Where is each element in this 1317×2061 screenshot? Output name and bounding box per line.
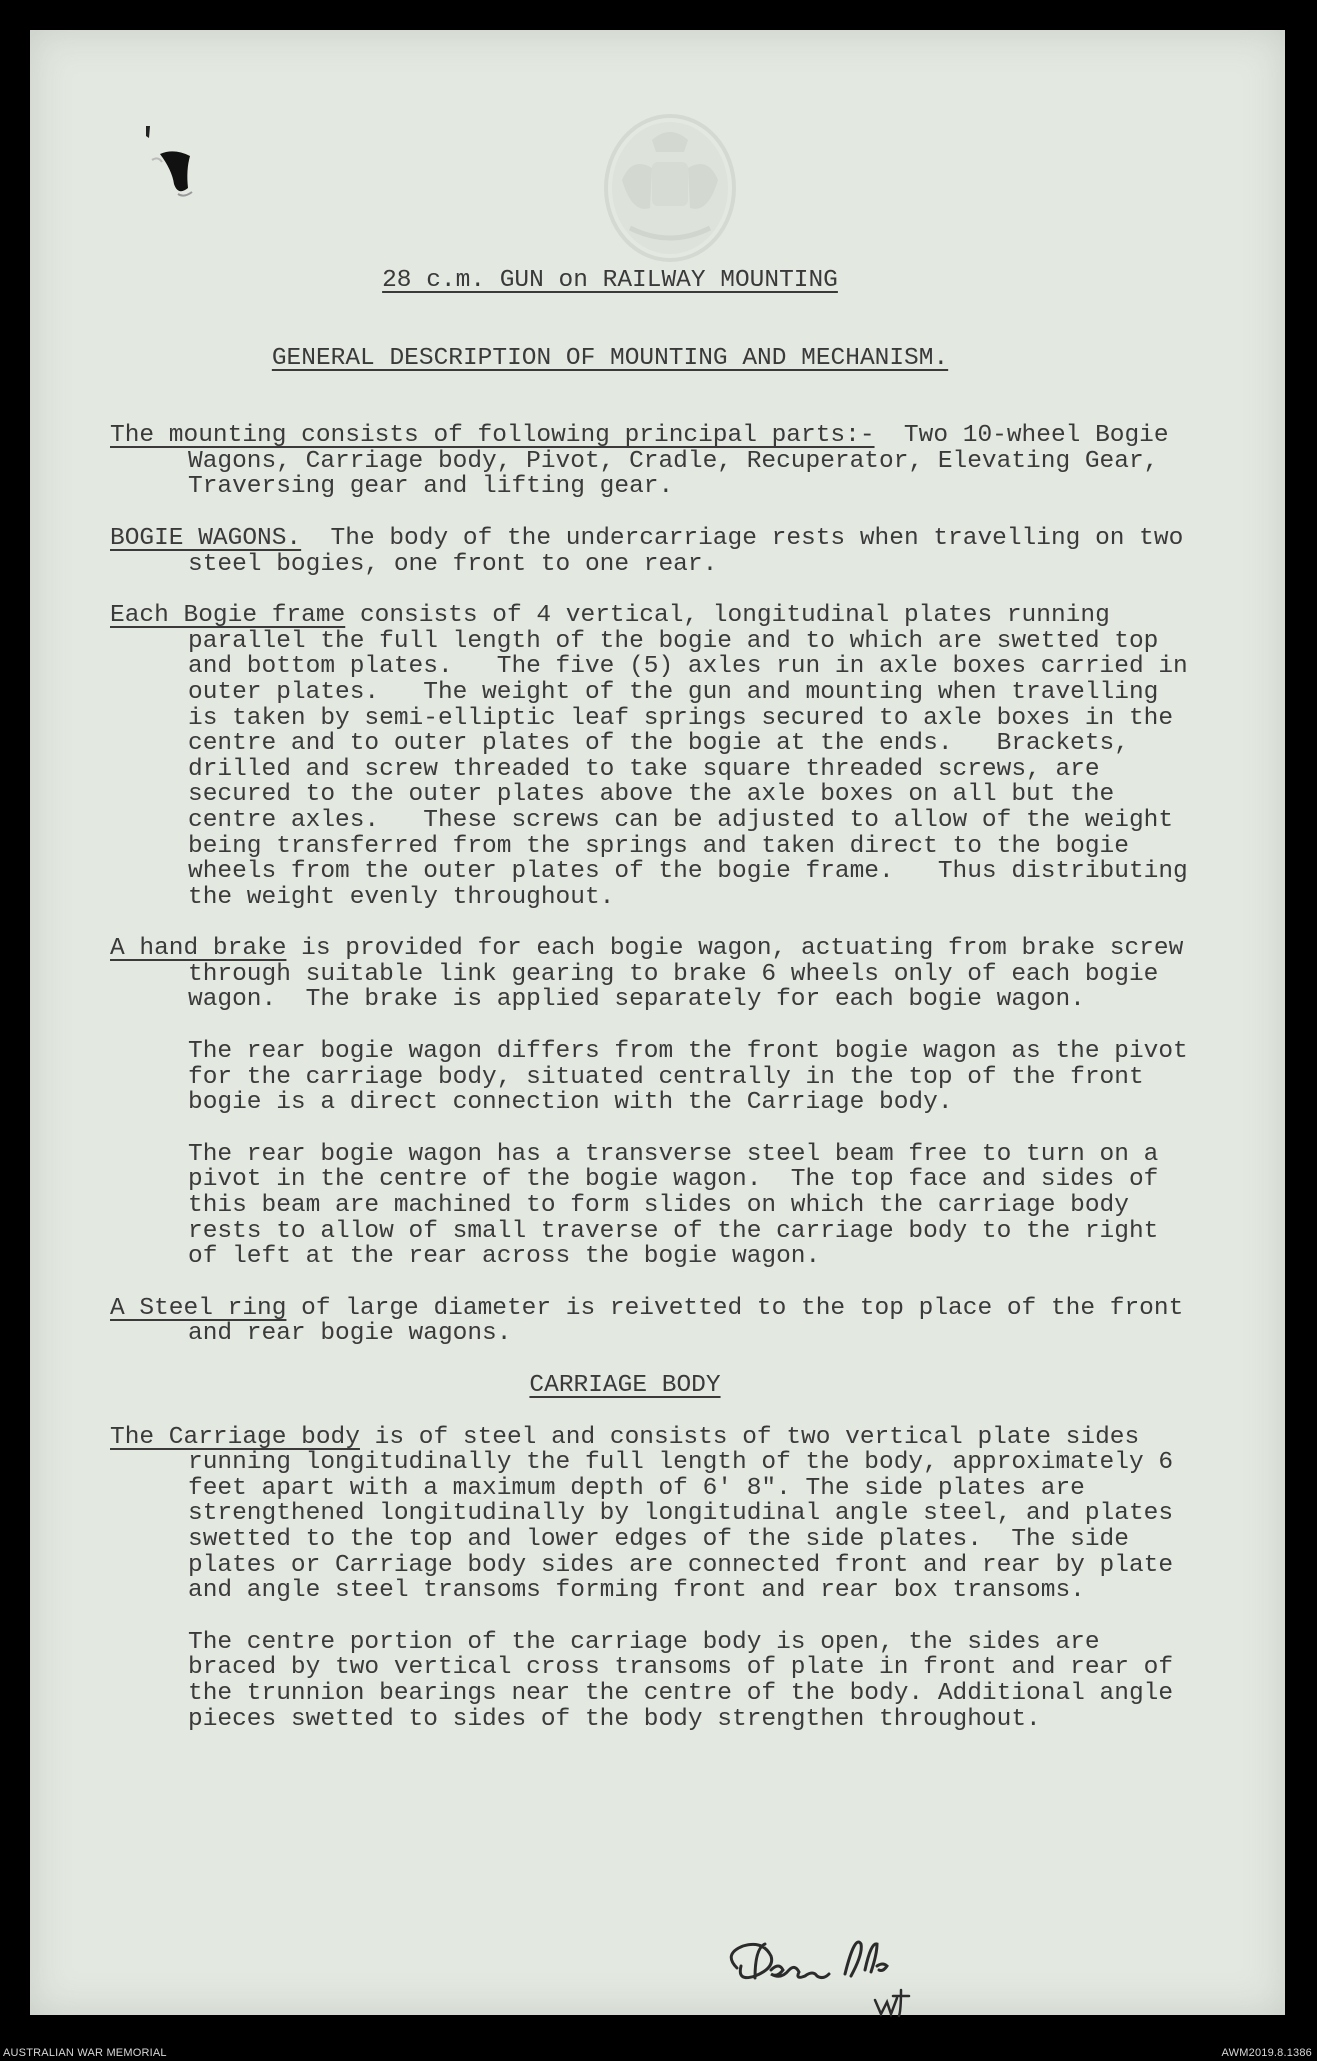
handwritten-signature bbox=[715, 1930, 935, 2020]
document-body bbox=[110, 267, 1203, 1733]
paragraph-hand-brake: A hand brake is provided for each bogie wagon, actuating from brake screw through suitable link gearing to brake 6 wheels only of each bogie wagon. The brake is applied separately for each bogie wagon. bbox=[110, 935, 1198, 1014]
paragraph-rear-bogie-beam: The rear bogie wagon has a transverse steel beam free to turn on a pivot in the centre of the bogie wagon. The top face and sides of this beam are machined to form slides on which the carriage body rests to allow of small traverse of the carriage body to the right of left at the rear across the bogie wagon. bbox=[188, 1140, 1174, 1271]
paragraph-centre-portion: The centre portion of the carriage body is open, the sides are braced by two vertical cross transoms of plate in front and rear of the trunnion bearings near the centre of the body. Additional angle pieces swetted to sides of the body strengthen throughout. bbox=[188, 1628, 1188, 1733]
paragraph-bogie-wagons: BOGIE WAGONS. The body of the undercarriage rests when travelling on two steel bogies, one front to one rear. bbox=[110, 524, 1198, 578]
document-subtitle: GENERAL DESCRIPTION OF MOUNTING AND MECHANISM. bbox=[271, 344, 949, 372]
paragraph-carriage-body: The Carriage body is of steel and consists of two vertical plate sides running longitudinally the full length of the body, approximately 6 feet apart with a maximum depth of 6' 8". The side plates are strengthened longitudinally by longitudinal angle steel, and plates swetted to the top and lower edges of the side plates. The side plates or Carriage body sides are connected front and rear by plate and angle steel transoms forming front and rear box transoms. bbox=[110, 1423, 1188, 1605]
embossed-coat-of-arms-seal bbox=[600, 110, 740, 270]
torn-hole-mark bbox=[138, 122, 208, 212]
paragraph-steel-ring: A Steel ring of large diameter is reivetted to the top place of the front and rear bogie wagons. bbox=[110, 1294, 1198, 1348]
paragraph-principal-parts: The mounting consists of following principal parts:- Two 10-wheel Bogie Wagons, Carriage body, Pivot, Cradle, Recuperator, Elevating Gear, Traversing gear and lifting gear. bbox=[110, 422, 1184, 501]
section-heading-carriage-body: CARRIAGE BODY bbox=[529, 1372, 721, 1399]
archive-reference-number: AWM2019.8.1386 bbox=[1221, 2047, 1312, 2059]
document-title: 28 c.m. GUN on RAILWAY MOUNTING bbox=[382, 267, 838, 294]
paragraph-rear-bogie-difference: The rear bogie wagon differs from the front bogie wagon as the pivot for the carriage body, situated centrally in the top of the front bogie is a direct connection with the Carriage body. bbox=[188, 1038, 1203, 1117]
paragraph-bogie-frame: Each Bogie frame consists of 4 vertical, longitudinal plates running parallel the full length of the bogie and to which are swetted top and bottom plates. The five (5) axles run in axle boxes carried in outer plates. The weight of the gun and mounting when travelling is taken by semi-elliptic leaf springs secured to axle boxes in the centre and to outer plates of the bogie at the ends. Brackets, drilled and screw threaded to take square threaded screws, are secured to the outer plates above the axle boxes on all but the centre axles. These screws can be adjusted to allow of the weight being transferred from the springs and taken direct to the bogie wheels from the outer plates of the bogie frame. Thus distributing the weight evenly throughout. bbox=[110, 602, 1203, 911]
archive-credit: AUSTRALIAN WAR MEMORIAL bbox=[3, 2047, 167, 2059]
